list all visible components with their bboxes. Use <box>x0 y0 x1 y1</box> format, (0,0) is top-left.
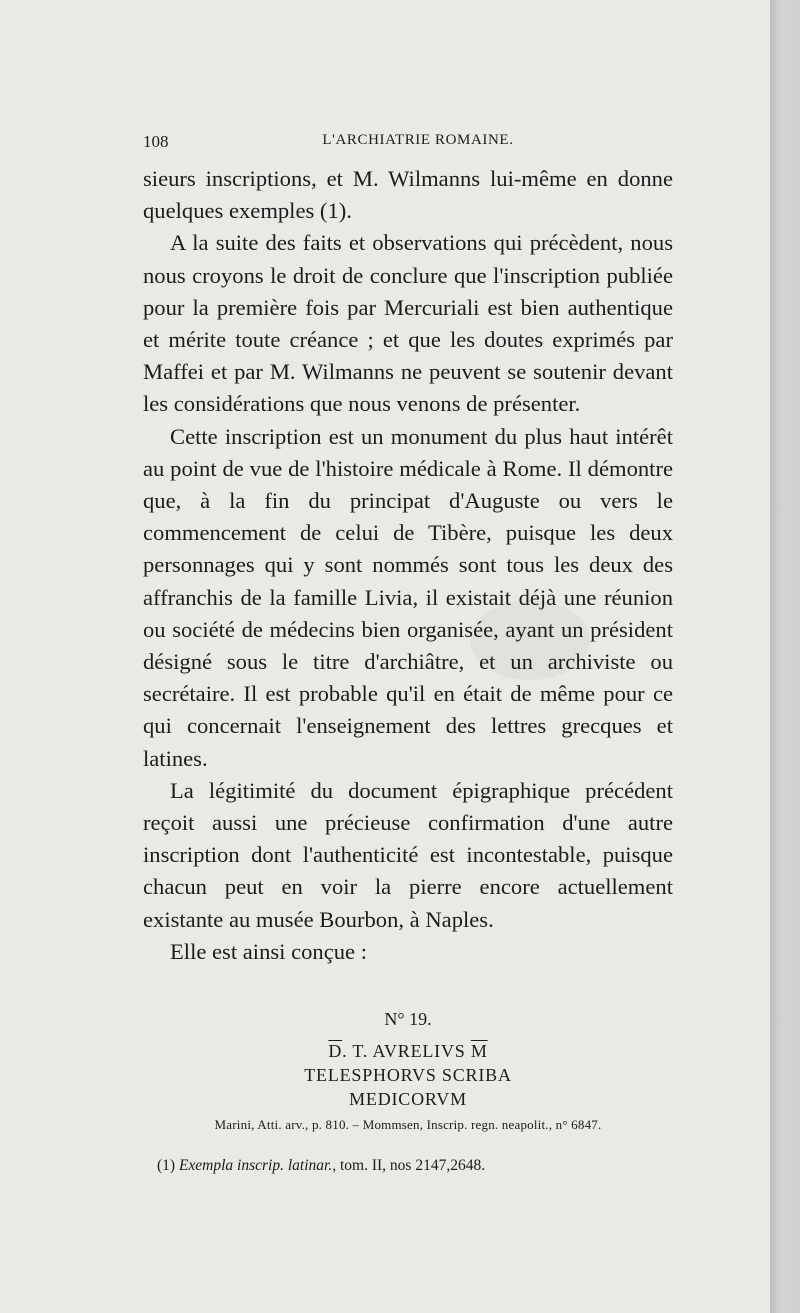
inscription-source: Marini, Atti. arv., p. 810. – Mommsen, Inscrip. regn. neapolit., n° 6847. <box>214 1117 602 1132</box>
inscription-name: . T. AVRELIVS <box>342 1041 471 1061</box>
paragraph-1: sieurs inscriptions, et M. Wilmanns lui-même en donne quelques exemples (1). <box>143 166 673 224</box>
paragraph-4: La légitimité du document épigraphique précédent reçoit aussi une précieuse confirmation d'une autre inscription dont l'authenticité est incontestable, puisque chacun peut en voir la pierre encore actuellement existante au musée Bourbon, à Naples. <box>143 777 673 932</box>
paragraph-3: Cette inscription est un monument du plus haut intérêt au point de vue de l'histoire médicale à Rome. Il démontre que, à la fin du principat d'Auguste ou vers le commencement de celui de Tibère, puisque les deux personnages qui y sont nommés sont tous les deux des affranchis de la famille Livia, il existait déjà une réunion ou société de médecins bien organisée, ayant un président désigné sous le titre d'archiâtre, et un archiviste ou secrétaire. Il est probable qu'il en était de même pour ce qui concernait l'enseignement des lettres grecques et latines. <box>143 423 673 771</box>
inscription-block <box>143 1007 673 1135</box>
running-head: L'ARCHIATRIE ROMAINE. <box>322 132 514 148</box>
inscription-letter-m: $\overline{M}$ <box>470 1041 488 1061</box>
paragraph-2: A la suite des faits et observations qui précèdent, nous nous croyons le droit de conclure que l'inscription publiée pour la première fois par Mercuriali est bien authentique et mérite toute créance ; et que les doutes exprimés par Maffei et par M. Wilmanns ne peuvent se soutenir devant les considérations que nous venons de présenter. <box>143 230 673 417</box>
paragraph-5: Elle est ainsi conçue : <box>170 938 368 964</box>
body-text <box>143 163 673 968</box>
inscription-line-3: MEDICORVM <box>349 1089 467 1109</box>
page-number: 108 <box>143 132 169 151</box>
inscription-letter-d: $\overline{D}$ <box>328 1041 343 1061</box>
footnote-text: , tom. II, nos 2147,2648. <box>332 1157 486 1174</box>
inscription-line-1 <box>143 1039 673 1063</box>
footnote-title: Exempla inscrip. latinar. <box>178 1157 333 1174</box>
footnote-marker: (1) <box>157 1157 176 1174</box>
page-header <box>143 132 673 154</box>
inscription-line-2: TELESPHORVS SCRIBA <box>304 1065 512 1085</box>
footnote <box>157 1155 677 1177</box>
page-edge <box>770 0 800 1313</box>
inscription-number: N° 19. <box>384 1009 432 1029</box>
